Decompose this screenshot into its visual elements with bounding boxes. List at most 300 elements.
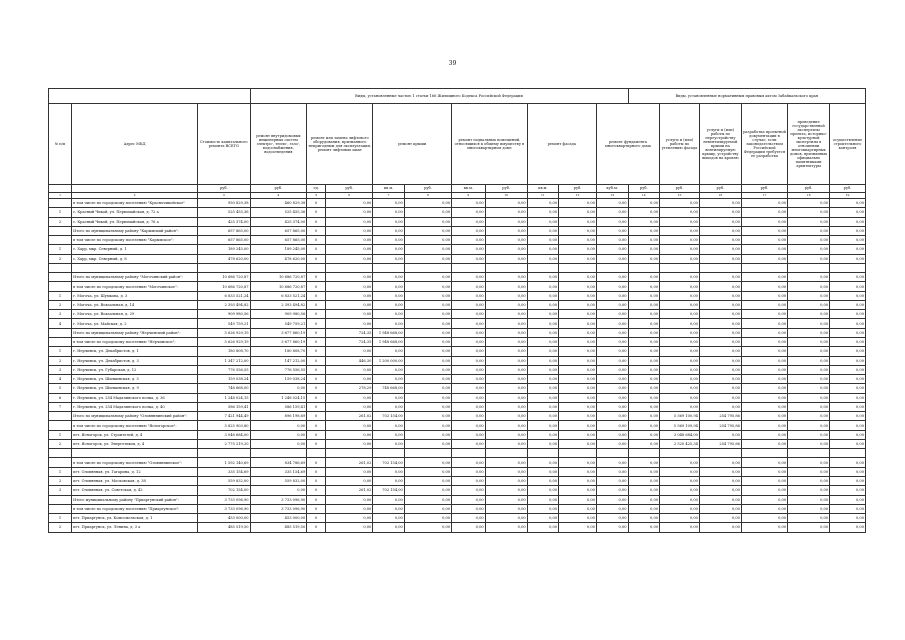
table-row	[49, 375, 866, 384]
row-value: 0,00	[326, 291, 373, 300]
table-row	[49, 393, 866, 402]
unit: руб.	[404, 185, 451, 193]
row-value: 0,00	[404, 356, 451, 365]
unit: руб.	[559, 185, 597, 193]
row-value: 0,00	[326, 495, 373, 504]
row-value: 0,00	[559, 402, 597, 411]
row-value: 0,00	[699, 458, 741, 467]
row-value: 0,00	[559, 486, 597, 495]
row-value: 0,00	[452, 208, 486, 217]
row-value: 0,00	[596, 467, 628, 476]
row-value: 6 833 521,24	[198, 291, 250, 300]
table-row	[49, 208, 866, 217]
row-value	[741, 449, 787, 458]
row-value: 0,00	[527, 476, 558, 485]
column-index: 3	[198, 193, 250, 199]
unit: руб.	[250, 185, 307, 193]
row-value: 0,00	[527, 328, 558, 337]
row-value: 0,00	[628, 337, 659, 346]
table-row	[49, 319, 866, 328]
row-value: 0,00	[452, 402, 486, 411]
row-value: 0,00	[660, 375, 700, 384]
row-value: 724,35	[326, 328, 373, 337]
row-value: 0,00	[699, 217, 741, 226]
row-value: 0,00	[830, 430, 866, 439]
row-value: 0,00	[699, 476, 741, 485]
row-number: 7	[49, 402, 72, 411]
table-row	[49, 384, 866, 393]
row-number: 2	[49, 356, 72, 365]
row-address: г. Нерчинск, ул. Губарская, д. 12	[72, 365, 198, 374]
row-address: г. Нерчинск, ул. Шилкинская, д. 5	[72, 375, 198, 384]
table-row	[49, 310, 866, 319]
row-value: 0,00	[660, 300, 700, 309]
row-value: 0,00	[326, 393, 373, 402]
row-value: 0,00	[660, 347, 700, 356]
row-value: 0,00	[559, 226, 597, 235]
row-value: 0,00	[741, 421, 787, 430]
row-value: 0,00	[596, 514, 628, 523]
row-value: 0,00	[596, 300, 628, 309]
row-value: 0,00	[404, 217, 451, 226]
row-number	[49, 273, 72, 282]
row-value: 0,00	[326, 430, 373, 439]
row-value	[830, 449, 866, 458]
row-value: 0,00	[788, 236, 830, 245]
row-value: 0,00	[699, 393, 741, 402]
page-number: 39	[448, 60, 457, 67]
row-value: 254 795,86	[699, 421, 741, 430]
header-group-federal: Виды, установленные частью 1 статьи 166 Жилищного Кодекса Российской Федерации	[250, 89, 628, 104]
row-value: 0,00	[788, 495, 830, 504]
unit: руб.	[485, 185, 527, 193]
row-value: 0	[307, 236, 326, 245]
row-value: 0,00	[830, 384, 866, 393]
header-group-regional: Виды, установленные нормативным правовым актом Забайкальского края	[628, 89, 865, 104]
row-value: 0,00	[660, 504, 700, 513]
row-value: 0	[307, 375, 326, 384]
row-number	[49, 421, 72, 430]
row-value: 0,00	[628, 421, 659, 430]
table-row	[49, 254, 866, 263]
row-value: 586 159,41	[198, 402, 250, 411]
row-value: 0,00	[660, 226, 700, 235]
row-value: 0,00	[628, 430, 659, 439]
row-value	[788, 263, 830, 272]
row-value: 0,00	[559, 254, 597, 263]
row-value: 0,00	[699, 300, 741, 309]
row-number: 4	[49, 375, 72, 384]
row-value: 0,00	[485, 421, 527, 430]
row-value: 0,00	[596, 421, 628, 430]
row-address: пгт. Приаргунск, ул. Комсомольская, д. 1	[72, 514, 198, 523]
table-row	[49, 430, 866, 439]
row-value: 0,00	[452, 495, 486, 504]
row-value: 0,00	[559, 208, 597, 217]
row-value: 0,00	[326, 273, 373, 282]
column-index: 13	[596, 193, 628, 199]
row-value: 2 520 425,34	[660, 439, 700, 448]
row-value: 0,00	[452, 226, 486, 235]
row-value	[250, 263, 307, 272]
row-value: 0,00	[788, 310, 830, 319]
row-value: 0,00	[596, 291, 628, 300]
table-row	[49, 486, 866, 495]
row-value: 0,00	[373, 476, 404, 485]
row-value: 0,00	[741, 458, 787, 467]
row-value: 3 048 684,00	[198, 430, 250, 439]
row-value: 0	[307, 384, 326, 393]
row-value: 147 212,00	[250, 356, 307, 365]
row-value: 559 832,00	[198, 476, 250, 485]
row-value: 0,00	[830, 393, 866, 402]
row-value: 0,00	[527, 467, 558, 476]
row-value: 0,00	[628, 236, 659, 245]
row-value: 0,00	[559, 476, 597, 485]
row-value: 0,00	[485, 291, 527, 300]
row-value: 0,00	[373, 245, 404, 254]
row-value: 0,00	[741, 523, 787, 532]
row-value: 0,00	[628, 523, 659, 532]
row-value: 5 825 903,80	[198, 421, 250, 430]
row-value: 10 686 720,87	[198, 273, 250, 282]
row-value: 478 620,00	[198, 254, 250, 263]
row-address: с. Харр, мкр. Северный, д. 1	[72, 245, 198, 254]
row-number: 2	[49, 300, 72, 309]
row-value: 0,00	[660, 337, 700, 346]
row-value: 0,00	[596, 412, 628, 421]
row-value: 0,00	[741, 217, 787, 226]
row-address: в том числе по городскому поселению "Нерчинское":	[72, 337, 198, 346]
row-value: 7 421 944,49	[198, 412, 250, 421]
row-value: 0,00	[596, 375, 628, 384]
row-value: 0,00	[373, 300, 404, 309]
row-value: 0	[307, 199, 326, 208]
row-value: 0,00	[527, 226, 558, 235]
row-value: 586 159,41	[250, 402, 307, 411]
row-value: 446,30	[326, 356, 373, 365]
row-value: 0,00	[596, 486, 628, 495]
row-value: 0,00	[596, 365, 628, 374]
row-value: 5 569 109,94	[660, 421, 700, 430]
row-value: 0,00	[788, 365, 830, 374]
column-index: 4	[250, 193, 307, 199]
row-value: 0,00	[699, 467, 741, 476]
row-value: 0,00	[660, 328, 700, 337]
table-row	[49, 263, 866, 272]
row-value: 0,00	[373, 347, 404, 356]
row-number: 3	[49, 486, 72, 495]
row-value: 702 154,00	[373, 412, 404, 421]
row-value: 0,00	[660, 458, 700, 467]
row-value	[788, 449, 830, 458]
row-value: 0,00	[699, 430, 741, 439]
row-value: 0,00	[628, 476, 659, 485]
row-value: 0,00	[628, 393, 659, 402]
row-value	[699, 263, 741, 272]
row-address: г. Могоча, ул. Вокзальная, д. 14	[72, 300, 198, 309]
row-value: 0,00	[404, 199, 451, 208]
row-value: 0,00	[788, 328, 830, 337]
row-value: 657 865,00	[198, 226, 250, 235]
row-number	[49, 504, 72, 513]
row-value: 6 833 521,24	[250, 291, 307, 300]
row-value: 0,00	[485, 328, 527, 337]
repair-cost-table	[48, 88, 866, 533]
row-value: 0,00	[373, 365, 404, 374]
table-row	[49, 476, 866, 485]
row-value: 0,00	[404, 245, 451, 254]
row-address: в том числе по городскому поселению "Красночикойское"	[72, 199, 198, 208]
row-value: 0,00	[404, 458, 451, 467]
row-value: 0,00	[660, 467, 700, 476]
row-value: 0,00	[373, 226, 404, 235]
row-address: г. Нерчинск, ул. 254 Мадалинского полка, д. 36	[72, 393, 198, 402]
row-address: с. Красный Чикой, ул. Первомайская, д. 72 а	[72, 208, 198, 217]
row-value: 0,00	[559, 375, 597, 384]
row-value: 0,00	[741, 486, 787, 495]
unit: руб.	[830, 185, 866, 193]
row-number: 1	[49, 208, 72, 217]
row-value	[596, 263, 628, 272]
row-value	[404, 263, 451, 272]
row-value: 0,00	[596, 217, 628, 226]
table-row	[49, 356, 866, 365]
unit: руб.	[628, 185, 659, 193]
row-value	[452, 449, 486, 458]
row-value: 0,00	[527, 384, 558, 393]
row-number	[49, 412, 72, 421]
table-row	[49, 199, 866, 208]
row-value: 909 980,56	[250, 310, 307, 319]
row-value: 0,00	[628, 291, 659, 300]
row-value: 0,00	[699, 319, 741, 328]
row-value: 0,00	[660, 365, 700, 374]
row-value	[452, 263, 486, 272]
row-value: 0,00	[485, 347, 527, 356]
column-index: 12	[559, 193, 597, 199]
row-value: 0,00	[452, 458, 486, 467]
row-value: 0,00	[485, 458, 527, 467]
row-value: 0	[307, 319, 326, 328]
header-units-row	[49, 185, 866, 193]
row-value: 0,00	[527, 486, 558, 495]
row-value: 0,00	[830, 300, 866, 309]
row-address: пгт. Оловянная, ул. Гагарина, д. 12	[72, 467, 198, 476]
row-value: 0,00	[326, 282, 373, 291]
row-value: 0,00	[373, 217, 404, 226]
unit: кв.м.	[527, 185, 558, 193]
row-value: 0,00	[788, 393, 830, 402]
row-value: 0,00	[788, 356, 830, 365]
row-value: 0,00	[559, 282, 597, 291]
row-value: 0,00	[373, 375, 404, 384]
row-value: 0,00	[830, 439, 866, 448]
column-index: 19	[830, 193, 866, 199]
row-value: 335 154,69	[198, 467, 250, 476]
row-value: 0	[307, 310, 326, 319]
row-value: 0,00	[404, 337, 451, 346]
row-value: 0,00	[373, 319, 404, 328]
row-value: 0,00	[596, 226, 628, 235]
table-row	[49, 328, 866, 337]
row-value: 0,00	[628, 467, 659, 476]
row-value: 0	[307, 356, 326, 365]
row-value: 0,00	[699, 199, 741, 208]
row-value: 0,00	[404, 430, 451, 439]
row-value: 0,00	[404, 514, 451, 523]
row-value: 0,00	[452, 217, 486, 226]
row-value: 0,00	[596, 356, 628, 365]
row-value: 0,00	[660, 254, 700, 263]
row-value: 0,00	[559, 319, 597, 328]
row-value: 0,00	[485, 236, 527, 245]
row-value: 0,00	[596, 384, 628, 393]
row-value: 0,00	[559, 439, 597, 448]
row-value: 0,00	[559, 217, 597, 226]
row-value: 0,00	[485, 393, 527, 402]
row-value: 702 154,00	[373, 486, 404, 495]
row-address: в том числе по городскому поселению "Ясногорское":	[72, 421, 198, 430]
row-value: 0,00	[830, 226, 866, 235]
row-address: с. Красный Чикой, ул. Первомайская, д. 76 а	[72, 217, 198, 226]
row-value: 0,00	[660, 476, 700, 485]
row-value: 0,00	[326, 439, 373, 448]
row-value: 0,00	[527, 319, 558, 328]
row-value: 0,00	[741, 412, 787, 421]
row-number: 5	[49, 384, 72, 393]
row-value: 1 347 212,00	[198, 356, 250, 365]
row-value: 0,00	[628, 356, 659, 365]
row-value: 0,00	[485, 430, 527, 439]
row-value: 0,00	[699, 236, 741, 245]
row-value: 0,00	[741, 495, 787, 504]
row-value: 0,00	[660, 523, 700, 532]
row-value: 0,00	[830, 328, 866, 337]
row-value: 0,00	[485, 217, 527, 226]
row-value: 261,02	[326, 458, 373, 467]
row-value: 0,00	[699, 356, 741, 365]
row-value: 0,00	[373, 208, 404, 217]
row-value: 0,00	[596, 273, 628, 282]
row-value: 0,00	[741, 347, 787, 356]
unit: кв.м.	[452, 185, 486, 193]
row-value	[373, 449, 404, 458]
table-row	[49, 402, 866, 411]
row-value: 0	[307, 458, 326, 467]
row-value: 0,00	[527, 375, 558, 384]
row-value: 0,00	[452, 393, 486, 402]
row-value: 0,00	[741, 467, 787, 476]
row-value: 0,00	[830, 254, 866, 263]
row-value: 0,00	[559, 356, 597, 365]
row-value: 0,00	[628, 245, 659, 254]
row-value: 0,00	[596, 208, 628, 217]
column-index: 7	[373, 193, 404, 199]
row-number: 3	[49, 365, 72, 374]
row-value: 0	[307, 393, 326, 402]
row-value: 0,00	[485, 245, 527, 254]
row-value: 0,00	[452, 328, 486, 337]
row-value: 0,00	[830, 273, 866, 282]
col-header: услуги и (или) работы по утеплению фасада	[660, 104, 700, 185]
row-value: 0,00	[326, 467, 373, 476]
row-value: 0,00	[373, 504, 404, 513]
row-number: 2	[49, 523, 72, 532]
row-value: 0,00	[559, 393, 597, 402]
row-value: 0,00	[452, 430, 486, 439]
row-value: 0,00	[788, 337, 830, 346]
row-value: 3 733 096,90	[250, 504, 307, 513]
row-value: 0,00	[404, 254, 451, 263]
row-number	[49, 199, 72, 208]
row-value: 0,00	[485, 199, 527, 208]
row-value: 0,00	[452, 514, 486, 523]
row-value: 0,00	[788, 254, 830, 263]
row-value: 0	[307, 402, 326, 411]
row-value: 0,00	[628, 217, 659, 226]
row-value: 0,00	[628, 273, 659, 282]
row-address: пгт. Ясногорск, ул. Энергетиков, д. 4	[72, 439, 198, 448]
row-value	[404, 449, 451, 458]
row-value: 657 865,00	[250, 236, 307, 245]
row-value: 0,00	[404, 439, 451, 448]
row-number	[49, 282, 72, 291]
row-value: 0,00	[485, 523, 527, 532]
column-index: 8	[404, 193, 451, 199]
row-value: 0,00	[830, 523, 866, 532]
row-value: 0,00	[527, 458, 558, 467]
row-value: 0,00	[741, 310, 787, 319]
row-value: 0,00	[741, 356, 787, 365]
row-number	[49, 226, 72, 235]
row-number	[49, 263, 72, 272]
row-value: 0,00	[699, 375, 741, 384]
table-row	[49, 300, 866, 309]
row-value: 3 677 860,19	[250, 328, 307, 337]
row-address: с. Харр, мкр. Северный, д. 8	[72, 254, 198, 263]
row-value: 0,00	[830, 495, 866, 504]
row-value: 0,00	[326, 421, 373, 430]
row-value: 0,00	[699, 291, 741, 300]
row-value: 0,00	[373, 291, 404, 300]
row-value: 0	[307, 467, 326, 476]
row-number	[49, 458, 72, 467]
row-value: 776 556,55	[250, 365, 307, 374]
row-value: 0,00	[527, 412, 558, 421]
row-number: 2	[49, 439, 72, 448]
table-row	[49, 226, 866, 235]
row-value: 0,00	[699, 328, 741, 337]
row-value: 0,00	[788, 458, 830, 467]
row-value: 0	[307, 430, 326, 439]
row-value: 0,00	[788, 273, 830, 282]
column-index: 5	[307, 193, 326, 199]
row-value: 0,00	[788, 199, 830, 208]
row-address: г. Могоча, ул. Шумкова, д. 3	[72, 291, 198, 300]
row-value: 0,00	[628, 458, 659, 467]
row-value: 0,00	[660, 393, 700, 402]
column-index: 15	[660, 193, 700, 199]
row-value: 0,00	[485, 365, 527, 374]
row-value: 0	[307, 245, 326, 254]
row-value: 0,00	[404, 282, 451, 291]
row-number: 1	[49, 467, 72, 476]
row-value: 0,00	[373, 467, 404, 476]
row-value: 0,00	[404, 486, 451, 495]
row-value: 0,00	[404, 412, 451, 421]
row-value: 0,00	[527, 504, 558, 513]
